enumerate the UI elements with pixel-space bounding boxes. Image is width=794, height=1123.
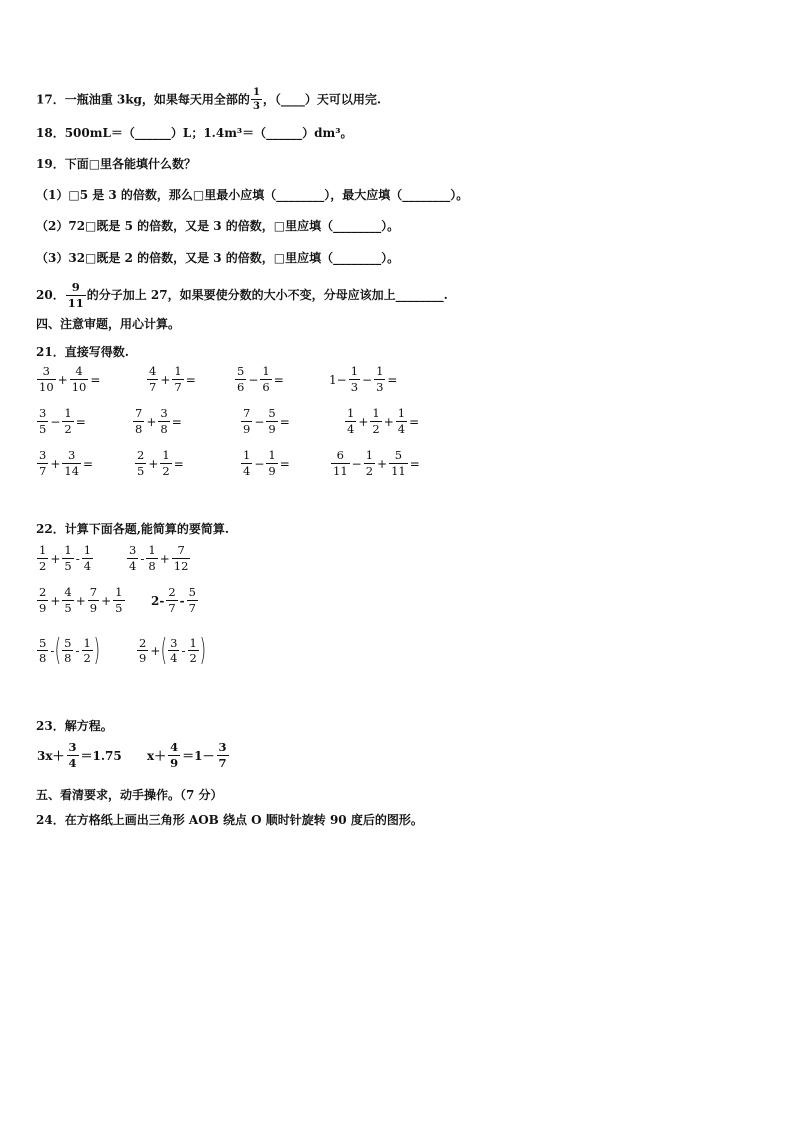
operator: ＝1.75: [80, 749, 122, 763]
operator: −: [248, 372, 259, 387]
section-5-heading: 五、看清要求，动手操作。（7 分）: [36, 788, 223, 802]
fraction: $\frac{7}{9}$: [89, 585, 98, 615]
q21-expression: [240, 450, 291, 477]
fraction: $\frac{1}{2}$: [83, 635, 91, 665]
q21-expression: [36, 366, 101, 393]
q21-expression: [328, 366, 398, 393]
operator: -: [179, 593, 185, 608]
fraction: $\frac{1}{2}$: [372, 406, 380, 436]
operator: =: [171, 414, 182, 429]
fraction: $\frac{4}{5}$: [64, 585, 72, 615]
operator: +: [75, 593, 86, 608]
q21-expression: [36, 450, 94, 477]
fraction: $\frac{4}{9}$: [170, 740, 179, 770]
fraction: $\frac{5}{8}$: [64, 635, 72, 665]
q22-expression: [126, 545, 191, 572]
question-20: 20． $\frac{9}{11}$ 的分子加上 27，如果要使分数的大小不变，分母应该加上________.: [36, 280, 448, 310]
operator: −: [50, 414, 61, 429]
operator: +: [146, 414, 157, 429]
q21-expression: [240, 408, 291, 435]
fraction: $\frac{5}{6}$: [237, 364, 245, 394]
operator: +: [50, 456, 61, 471]
fraction: $\frac{1}{4}$: [243, 448, 251, 478]
question-19-item-2: （2）72□既是 5 的倍数，又是 3 的倍数，□里应填（________）。: [36, 219, 400, 233]
fraction: $\frac{1}{9}$: [268, 448, 276, 478]
fraction: $\frac{2}{7}$: [168, 585, 176, 615]
fraction: $\frac{5}{11}$: [391, 448, 406, 478]
operator: −: [362, 372, 373, 387]
q20-fraction: $\frac{9}{11}$: [67, 280, 84, 310]
fraction: $\frac{1}{4}$: [83, 543, 92, 573]
operator: +: [148, 456, 159, 471]
operator: =: [409, 456, 420, 471]
parenthesis: (: [161, 633, 168, 668]
fraction: $\frac{5}{8}$: [39, 635, 47, 665]
fraction: $\frac{1}{4}$: [397, 406, 406, 436]
fraction: $\frac{1}{2}$: [64, 406, 72, 436]
parenthesis: ): [93, 633, 100, 668]
operator: =: [90, 372, 101, 387]
fraction: $\frac{7}{8}$: [135, 406, 143, 436]
question-19-item-3: （3）32□既是 2 的倍数，又是 3 的倍数，□里应填（________）。: [36, 251, 400, 265]
operator: =: [173, 456, 184, 471]
q23-eq1: [36, 742, 123, 769]
fraction: $\frac{3}{14}$: [64, 448, 80, 478]
fraction: $\frac{1}{3}$: [350, 364, 359, 394]
q21-expression: [330, 450, 421, 477]
fraction: $\frac{1}{2}$: [189, 635, 197, 665]
operator: =: [279, 456, 290, 471]
operator: =: [387, 372, 398, 387]
operator: -: [50, 644, 55, 658]
q21-expression: [134, 450, 185, 477]
operator: -: [75, 644, 80, 658]
operator: +: [160, 372, 171, 387]
operator: 3x＋: [37, 749, 65, 763]
operator: +: [358, 414, 369, 429]
section-4-heading: 四、注意审题，用心计算。: [36, 317, 181, 331]
q17-text-post: ，（____）天可以用完.: [262, 92, 382, 107]
fraction: $\frac{3}{4}$: [170, 635, 178, 665]
fraction: $\frac{1}{4}$: [347, 406, 355, 436]
fraction: $\frac{1}{5}$: [64, 543, 72, 573]
operator: x＋: [147, 749, 167, 763]
q21-expression: [36, 408, 87, 435]
fraction: $\frac{1}{5}$: [115, 585, 123, 615]
operator: +: [50, 551, 61, 566]
fraction: $\frac{3}{8}$: [160, 406, 168, 436]
operator: =: [273, 372, 284, 387]
parenthesis: ): [199, 633, 206, 668]
operator: −: [254, 456, 265, 471]
operator: −: [254, 414, 265, 429]
operator: +: [159, 551, 170, 566]
q23-eq2: [146, 742, 230, 769]
q22-expression: [150, 587, 199, 614]
fraction: $\frac{1}{2}$: [162, 448, 170, 478]
question-18: [36, 125, 353, 141]
operator: -: [75, 551, 80, 566]
fraction: $\frac{1}{6}$: [262, 364, 270, 394]
q22-expression: [36, 545, 94, 572]
q22-expression: [36, 633, 100, 668]
q17-fraction: $\frac{1}{3}$: [252, 87, 260, 112]
operator: +: [57, 372, 68, 387]
question-19-title: 19．下面□里各能填什么数？: [36, 157, 197, 171]
fraction: $\frac{5}{7}$: [188, 585, 196, 615]
question-21-title: 21．直接写得数.: [36, 345, 129, 359]
q22-expression: [136, 633, 206, 668]
fraction: $\frac{3}{4}$: [68, 740, 77, 770]
q18-text: 18．500mL＝（______）L；1.4m³＝（______）dm³。: [36, 126, 353, 140]
fraction: $\frac{1}{3}$: [376, 364, 384, 394]
operator: =: [409, 414, 420, 429]
question-24: 24．在方格纸上画出三角形 AOB 绕点 O 顺时针旋转 90 度后的图形。: [36, 813, 423, 827]
question-17: [36, 88, 381, 112]
operator: −: [351, 456, 362, 471]
parenthesis: (: [55, 633, 62, 668]
fraction: $\frac{1}{8}$: [148, 543, 156, 573]
operator: +: [50, 593, 61, 608]
question-19-item-1: （1）□5 是 3 的倍数，那么□里最小应填（________），最大应填（________）。: [36, 188, 469, 202]
q21-expression: [344, 408, 420, 435]
operator: +: [150, 644, 161, 658]
operator: +: [383, 414, 394, 429]
operator: ＝1－: [182, 749, 215, 763]
operator: -: [140, 551, 145, 566]
question-22-title: 22．计算下面各题,能简算的要简算.: [36, 522, 230, 536]
q17-text-pre: 17．一瓶油重 3kg，如果每天用全部的: [36, 92, 250, 107]
operator: =: [83, 456, 94, 471]
fraction: $\frac{3}{7}$: [39, 448, 47, 478]
operator: =: [75, 414, 86, 429]
operator: -: [181, 644, 186, 658]
fraction: $\frac{7}{9}$: [243, 406, 251, 436]
operator: 2-: [151, 593, 165, 608]
fraction: $\frac{3}{10}$: [39, 364, 54, 394]
fraction: $\frac{7}{12}$: [173, 543, 189, 573]
fraction: $\frac{4}{7}$: [149, 364, 157, 394]
fraction: $\frac{2}{9}$: [139, 635, 147, 665]
operator: +: [377, 456, 388, 471]
fraction: $\frac{6}{11}$: [333, 448, 348, 478]
operator: +: [101, 593, 112, 608]
fraction: $\frac{1}{2}$: [365, 448, 374, 478]
fraction: $\frac{5}{9}$: [268, 406, 276, 436]
fraction: $\frac{2}{5}$: [137, 448, 145, 478]
q22-expression: [36, 587, 126, 614]
operator: =: [185, 372, 196, 387]
fraction: $\frac{3}{7}$: [218, 740, 227, 770]
operator: =: [279, 414, 290, 429]
q21-expression: [132, 408, 183, 435]
operator: 1−: [329, 372, 347, 387]
fraction: $\frac{1}{7}$: [174, 364, 182, 394]
fraction: $\frac{3}{5}$: [39, 406, 47, 436]
q21-expression: [234, 366, 285, 393]
q21-expression: [146, 366, 197, 393]
fraction: $\frac{1}{2}$: [39, 543, 47, 573]
fraction: $\frac{2}{9}$: [39, 585, 47, 615]
fraction: $\frac{3}{4}$: [129, 543, 137, 573]
fraction: $\frac{4}{10}$: [71, 364, 87, 394]
question-23-title: 23．解方程。: [36, 719, 113, 733]
